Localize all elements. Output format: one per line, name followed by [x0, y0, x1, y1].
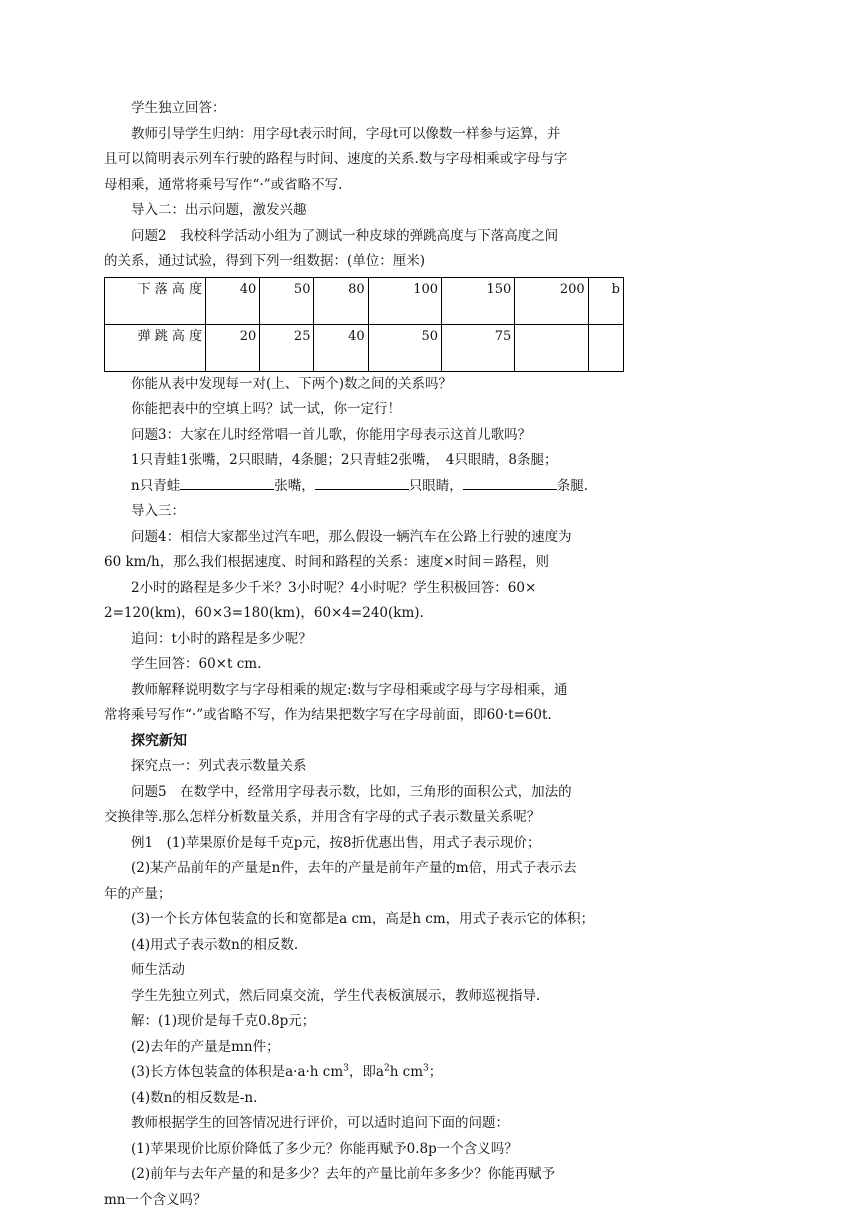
text-line: 2=120(km)，60×3=180(km)，60×4=240(km).: [104, 605, 424, 621]
text-line: 问题4：相信大家都坐过汽车吧，那么假设一辆汽车在公路上行驶的速度为: [131, 528, 572, 545]
text-line: (1)苹果现价比原价降低了多少元？你能再赋予0.8p一个含义吗？: [131, 1140, 518, 1157]
superscript: 3: [423, 1063, 429, 1074]
text-line: 常将乘号写作“·”或省略不写，作为结果把数字写在字母前面，即60·t=60t.: [104, 707, 552, 723]
text-segment: 条腿.: [556, 477, 588, 494]
text-segment: h cm: [389, 1064, 424, 1080]
table-cell: 25: [260, 324, 314, 371]
text-line: 的关系，通过试验，得到下列一组数据：(单位：厘米): [104, 253, 426, 269]
text-line: 学生独立回答：: [131, 100, 226, 116]
text-line: 师生活动: [131, 962, 185, 978]
text-line: 问题2 我校科学活动小组为了测试一种皮球的弹跳高度与下落高度之间: [131, 227, 559, 244]
text-line: (2)前年与去年产量的和是多少？去年的产量比前年多多少？你能再赋予: [131, 1166, 556, 1182]
text-line: (2)某产品前年的产量是n件，去年的产量是前年产量的m倍，用式子表示去: [131, 860, 577, 876]
text-line: 教师引导学生归纳：用字母t表示时间，字母t可以像数一样参与运算，并: [131, 125, 561, 142]
text-line: 问题5 在数学中，经常用字母表示数，比如，三角形的面积公式，加法的: [131, 783, 572, 800]
section-heading: 探究新知: [131, 732, 187, 749]
text-line: mn一个含义吗？: [104, 1191, 207, 1208]
text-line: (4)用式子表示数n的相反数.: [131, 936, 299, 953]
table-cell: 80: [314, 277, 368, 324]
table-cell: 50: [260, 277, 314, 324]
text-line: (4)数n的相反数是-n.: [131, 1089, 258, 1106]
table-header-cell: 下 落 高 度: [105, 277, 206, 324]
text-line: 年的产量；: [104, 885, 172, 902]
text-segment: 张嘴，: [274, 477, 315, 494]
table-cell: 75: [442, 324, 515, 371]
text-segment: 只眼睛，: [408, 477, 463, 494]
text-line: 教师解释说明数字与字母相乘的规定:数与字母相乘或字母与字母相乘，通: [131, 681, 568, 698]
text-line: 问题3：大家在儿时经常唱一首儿歌，你能用字母表示这首儿歌吗？: [131, 426, 532, 443]
text-line: 你能从表中发现每一对(上、下两个)数之间的关系吗？: [131, 375, 453, 392]
text-line: 探究点一：列式表示数量关系: [131, 758, 307, 774]
table-cell: 20: [206, 324, 260, 371]
text-line: 教师根据学生的回答情况进行评价，可以适时追问下面的问题：: [131, 1115, 509, 1131]
table-cell: [588, 324, 623, 371]
bounce-data-table: [104, 277, 624, 372]
text-line: 追问：t小时的路程是多少呢？: [131, 630, 312, 647]
text-line: 2小时的路程是多少千米？3小时呢？4小时呢？学生积极回答：60×: [131, 579, 537, 596]
table-cell: 150: [442, 277, 515, 324]
superscript: 2: [383, 1063, 390, 1074]
table-cell: 100: [368, 277, 441, 324]
text-line: 交换律等.那么怎样分析数量关系，并用含有字母的式子表示数量关系呢？: [104, 809, 541, 825]
text-line: 学生先独立列式，然后同桌交流，学生代表板演展示，教师巡视指导.: [131, 987, 541, 1004]
table-cell: 40: [314, 324, 368, 371]
text-line: 导入三：: [131, 503, 185, 519]
text-line: 你能把表中的空填上吗？试一试，你一定行！: [131, 401, 401, 417]
document-page: [104, 96, 624, 1213]
volume-formula-line: [104, 1060, 624, 1086]
text-line: (2)去年的产量是mn件；: [131, 1038, 280, 1055]
answer-blank: [180, 475, 274, 490]
text-line: 1只青蛙1张嘴，2只眼睛，4条腿；2只青蛙2张嘴， 4只眼睛，8条腿；: [131, 452, 558, 468]
text-line: 导入二：出示问题，激发兴趣: [131, 202, 307, 218]
text-line: 例1 (1)苹果原价是每千克p元，按8折优惠出售，用式子表示现价；: [131, 834, 541, 851]
table-header-cell: 弹 跳 高 度: [105, 324, 206, 371]
table-cell: 200: [515, 277, 588, 324]
table-cell: b: [588, 277, 623, 324]
text-segment: ，即a: [348, 1064, 384, 1080]
text-segment: (3)长方体包装盒的体积是a·a·h cm: [131, 1064, 344, 1080]
text-segment: n只青蛙: [131, 477, 181, 494]
table-cell: 50: [368, 324, 441, 371]
text-line: 学生回答：60×t cm.: [131, 656, 262, 672]
table-cell: 40: [206, 277, 260, 324]
frog-fill-in-line: [104, 474, 624, 500]
text-line: 解：(1)现价是每千克0.8p元；: [131, 1013, 316, 1029]
text-segment: ；: [428, 1064, 443, 1080]
superscript: 3: [343, 1063, 349, 1074]
text-line: 且可以简明表示列车行驶的路程与时间、速度的关系.数与字母相乘或字母与字: [104, 151, 568, 167]
table-row: [105, 324, 624, 371]
text-line: 60 km/h，那么我们根据速度、时间和路程的关系：速度×时间＝路程，则: [104, 554, 550, 570]
text-line: (3)一个长方体包装盒的长和宽都是a cm，高是h cm，用式子表示它的体积；: [131, 911, 595, 927]
answer-blank: [315, 475, 409, 490]
table-cell: [515, 324, 588, 371]
answer-blank: [463, 475, 557, 490]
table-row: [105, 277, 624, 324]
text-line: 母相乘，通常将乘号写作“·”或省略不写.: [104, 176, 343, 193]
